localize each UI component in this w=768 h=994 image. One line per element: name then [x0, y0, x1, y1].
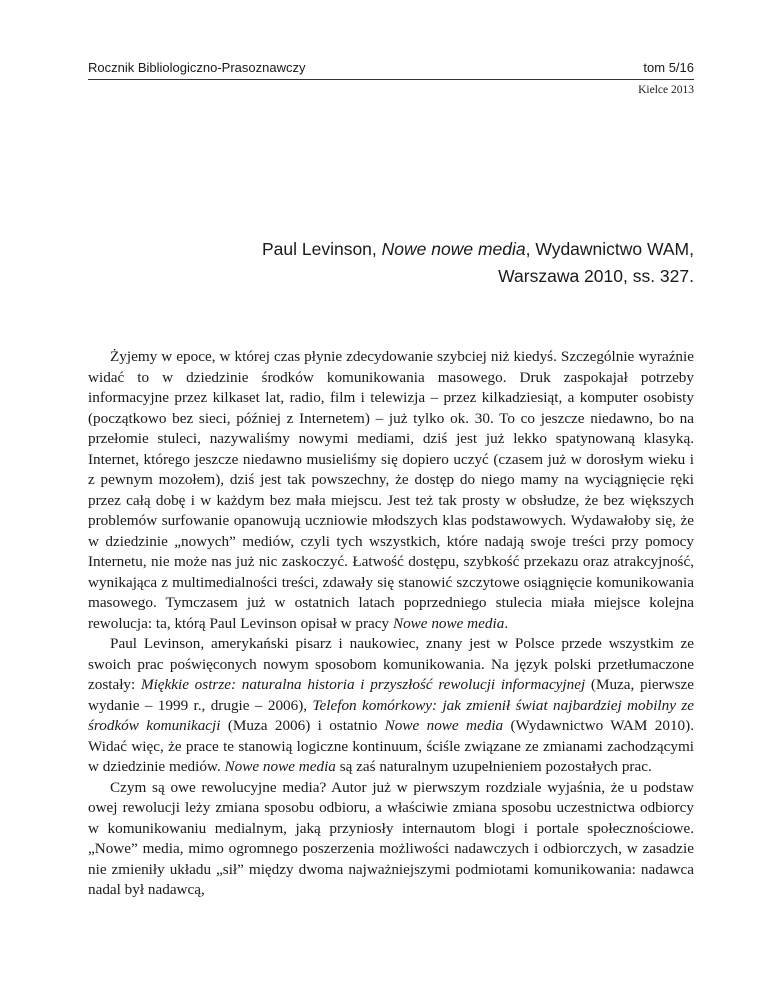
volume-number: tom 5/16	[643, 60, 694, 75]
text-run: (Muza 2006) i ostatnio	[220, 717, 385, 734]
text-run: są zaś naturalnym uzupełnieniem pozostałych prac.	[335, 758, 652, 775]
text-run: Czym są owe rewolucyjne media? Autor już w pierwszym rozdziale wyjaśnia, że u podstaw owej rewolucji leży zmiana sposobu odbioru, a właściwie zmiana sposobu uczestnictwa odbiorcy w komunikowaniu medialnym, jaką przyniosły internautom blogi i portale społecznościowe. „Nowe” media, mimo ogromnego poszerzenia możliwości nadawczych i odbiorczych, w zasadzie nie zmieniły układu „sił” między dwoma najważniejszymi podmiotami komunikowania: nadawca nadal był nadawcą,	[88, 778, 694, 898]
text-run: (Wydawnictwo WAM 2010). Widać więc, że prace te stanowią logiczne kontinuum, ściśle związane ze zmianami zachodzącymi w dziedzinie mediów.	[88, 717, 694, 775]
book-details: Warszawa 2010, ss. 327.	[498, 266, 694, 286]
text-run: .	[504, 614, 509, 632]
journal-name: Rocznik Bibliologiczno-Prasoznawczy	[88, 60, 306, 75]
place-year: Kielce 2013	[638, 84, 694, 96]
text-run: Żyjemy w epoce, w której czas płynie zdecydowanie szybciej niż kiedyś. Szczególnie wyraźnie widać to w dziedzinie środków komunikowania masowego. Druk zaspokajał potrzeby informacyjne przez kilkaset lat, radio, film i telewizja – przez kilkadziesiąt, a komputer osobisty (początkowo bez sieci, później z Internetem) – już tylko ok. 30. To co jeszcze niedawno, bo na przełomie stuleci, nazywaliśmy nowymi mediami, dziś jest już lekko spatynowaną klasyką. Internet, którego jeszcze niedawno musieliśmy się dopiero uczyć (czasem już w dorosłym wieku i z pewnym mozołem), dziś jest tak powszechny, że dostęp do niego mamy na wyciągnięcie ręki przez całą dobę i w każdym bez mała miejscu. Jest też tak prosty w obsłudze, że bez większych problemów surfowanie opanowują uczniowie młodszych klas podstawowych. Wydawałoby się, że w dziedzinie „nowych” mediów, czyli tych wszystkich, które nadają swoje treści przy pomocy Internetu, nie może nas już nic zaskoczyć. Łatwość dostępu, szybkość przekazu oraz atrakcyjność, wynikająca z multimedialności treści, zdawały się stanowić szczytowe osiągnięcie komunikowania masowego. Tymczasem już w ostatnich latach poprzedniego stulecia miała miejsce kolejna rewolucja: ta, którą Paul Levinson opisał w pracy	[88, 348, 694, 632]
italic-title: Telefon komórkowy: jak zmienił świat najbardziej mobilny ze środków komunikacji	[88, 696, 695, 734]
italic-title: Nowe nowe media	[392, 614, 505, 632]
text-run: (Muza, pierwsze wydanie – 1999 r., drugie – 2006),	[88, 676, 694, 714]
italic-title: Nowe nowe media	[384, 717, 504, 734]
italic-title: Miękkie ostrze: naturalna historia i przyszłość rewolucji informacyjnej	[140, 676, 586, 693]
title-line-1	[262, 236, 694, 263]
paragraph	[88, 347, 694, 634]
book-title: Nowe nowe media	[381, 239, 526, 259]
review-title	[262, 236, 694, 290]
running-header	[88, 60, 694, 96]
paragraph	[88, 634, 694, 778]
review-body	[88, 347, 694, 901]
text-run: Paul Levinson, amerykański pisarz i naukowiec, znany jest w Polsce przede wszystkim ze swoich prac poświęconych nowym sposobom komunikowania. Na język polski przetłumaczone zostały:	[88, 635, 694, 693]
italic-title: Nowe nowe media	[224, 758, 336, 775]
book-author: Paul Levinson,	[261, 239, 382, 259]
book-publisher: , Wydawnictwo WAM,	[525, 239, 694, 259]
header-row	[88, 60, 694, 80]
paragraph	[88, 778, 694, 901]
